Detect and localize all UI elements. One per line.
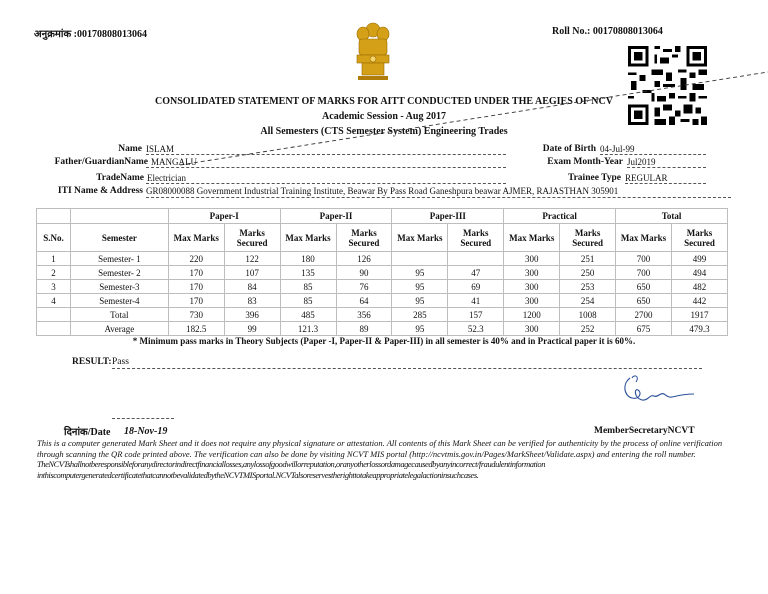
header-blank xyxy=(70,209,168,224)
cell-semester: Semester- 2 xyxy=(70,266,168,280)
name-value: ISLAM xyxy=(146,144,175,154)
semester-system: All Semesters (CTS Semester System) Engineering Trades xyxy=(260,126,508,137)
cell-value: 650 xyxy=(616,294,672,308)
table-row xyxy=(37,280,728,294)
table-row xyxy=(37,266,728,280)
name-label: Name xyxy=(118,144,142,154)
cell-value: 170 xyxy=(168,294,224,308)
header-paper-3: Paper-III xyxy=(392,209,504,224)
cell-value: 76 xyxy=(336,280,392,294)
cell-value: 300 xyxy=(504,294,560,308)
cell-value: 300 xyxy=(504,266,560,280)
header-max-marks: Max Marks xyxy=(392,224,448,252)
exam-value: Jul2019 xyxy=(627,157,656,167)
cell-value: 254 xyxy=(560,294,616,308)
header-marks-secured: Marks Secured xyxy=(560,224,616,252)
cell-value: 485 xyxy=(280,308,336,322)
serial-value: 00170808013064 xyxy=(76,29,147,40)
cell-value: 89 xyxy=(336,322,392,336)
cell-semester: Semester-4 xyxy=(70,294,168,308)
cell-semester: Semester-3 xyxy=(70,280,168,294)
header-blank xyxy=(37,209,71,224)
cell-semester: Average xyxy=(70,322,168,336)
cell-value: 650 xyxy=(616,280,672,294)
pass-marks-note: * Minimum pass marks in Theory Subjects (Paper -I, Paper-II & Paper-III) in all semester is 40% and in Practical paper it is 60%. xyxy=(132,336,636,346)
cell-value: 220 xyxy=(168,252,224,266)
iti-label: ITI Name & Address xyxy=(57,186,143,196)
cell-value: 252 xyxy=(560,322,616,336)
roll-value: 00170808013064 xyxy=(592,26,663,37)
cell-value: 170 xyxy=(168,280,224,294)
cell-value: 2700 xyxy=(616,308,672,322)
cell-value: 182.5 xyxy=(168,322,224,336)
trade-value: Electrician xyxy=(147,173,186,183)
cell-value: 675 xyxy=(616,322,672,336)
name-dotted-line xyxy=(146,154,506,155)
cell-value: 499 xyxy=(671,252,727,266)
document-title: CONSOLIDATED STATEMENT OF MARKS FOR AITT CONDUCTED UNDER THE AEGIES OF NCV xyxy=(155,96,613,107)
cell-value: 700 xyxy=(616,252,672,266)
cell-value: 135 xyxy=(280,266,336,280)
cell-value: 157 xyxy=(448,308,504,322)
result-dotted-line xyxy=(112,368,702,369)
cell-semester: Semester- 1 xyxy=(70,252,168,266)
cell-value: 84 xyxy=(224,280,280,294)
header-sno: S.No. xyxy=(37,224,71,252)
exam-label: Exam Month-Year xyxy=(547,157,623,167)
cell-value: 99 xyxy=(224,322,280,336)
table-row-total xyxy=(37,308,728,322)
cell-value: 300 xyxy=(504,280,560,294)
cell-sno: 4 xyxy=(37,294,71,308)
father-dotted-line xyxy=(146,167,506,168)
date-label: दिनांक/Date xyxy=(64,427,111,438)
header-marks-secured: Marks Secured xyxy=(671,224,727,252)
cell-value: 300 xyxy=(504,322,560,336)
decorative-dashed-line xyxy=(180,70,768,170)
cell-value: 121.3 xyxy=(280,322,336,336)
header-marks-secured: Marks Secured xyxy=(224,224,280,252)
trainee-type-value: REGULAR xyxy=(625,173,668,183)
header-marks-secured: Marks Secured xyxy=(336,224,392,252)
cell-value: 1200 xyxy=(504,308,560,322)
cell-value: 442 xyxy=(671,294,727,308)
father-label: Father/GuardianName xyxy=(54,157,148,167)
academic-session: Academic Session - Aug 2017 xyxy=(322,111,446,122)
cell-value: 47 xyxy=(448,266,504,280)
cell-value: 85 xyxy=(280,280,336,294)
cell-value xyxy=(392,252,448,266)
signature-image xyxy=(620,370,700,406)
cell-value: 107 xyxy=(224,266,280,280)
serial-number xyxy=(34,26,147,40)
cell-value: 95 xyxy=(392,280,448,294)
cell-value: 69 xyxy=(448,280,504,294)
cell-value: 253 xyxy=(560,280,616,294)
serial-label: अनुक्रमांक : xyxy=(34,29,77,40)
header-paper-1: Paper-I xyxy=(168,209,280,224)
cell-value: 396 xyxy=(224,308,280,322)
cell-sno: 2 xyxy=(37,266,71,280)
cell-value: 180 xyxy=(280,252,336,266)
cell-value xyxy=(448,252,504,266)
header-total: Total xyxy=(616,209,728,224)
cell-value: 700 xyxy=(616,266,672,280)
cell-value: 122 xyxy=(224,252,280,266)
cell-value: 95 xyxy=(392,266,448,280)
header-max-marks: Max Marks xyxy=(280,224,336,252)
roll-label: Roll No.: xyxy=(552,26,591,37)
cell-value: 1917 xyxy=(671,308,727,322)
cell-sno: 1 xyxy=(37,252,71,266)
marks-table xyxy=(36,208,728,336)
cell-value: 126 xyxy=(336,252,392,266)
date-value: 18-Nov-19 xyxy=(124,426,168,437)
disclaimer-text: This is a computer generated Mark Sheet and it does not require any physical signature or attestation. All contents of this Mark Sheet can be verified for authenticity by the process of online verification through scanning the QR code printed above. The verification can also be done by visiting NCVT MIS portal (http://ncvtmis.gov.in/Pages/MarkSheet/Validate.aspx) and entering the roll number. xyxy=(37,438,723,459)
cell-value: 95 xyxy=(392,322,448,336)
iti-value: GR08000088 Government Industrial Training Institute, Beawar By Pass Road Ganeshpura beawar AJMER, RAJASTHAN 305901 xyxy=(146,186,619,196)
dob-label: Date of Birth xyxy=(542,144,596,154)
trade-label: TradeName xyxy=(96,173,144,183)
cell-value: 479.3 xyxy=(671,322,727,336)
dob-value: 04-Jul-99 xyxy=(600,144,635,154)
cell-value: 95 xyxy=(392,294,448,308)
cell-semester: Total xyxy=(70,308,168,322)
header-max-marks: Max Marks xyxy=(616,224,672,252)
cell-value: 64 xyxy=(336,294,392,308)
result-value: Pass xyxy=(112,357,129,367)
cell-value: 251 xyxy=(560,252,616,266)
header-semester: Semester xyxy=(70,224,168,252)
trainee-type-label: Trainee Type xyxy=(567,173,621,183)
disclaimer-liability-text: TheNCVTshallnotberesponsibleforanydirectorindirectfinanciallosses,anylossofgoodwillorreputation,oranyotherlossordamagecausedbyanyincorrect/fraudulentinformation inthiscomputergeneratedcertificatethatcannotbevalidatedbytheNCVTMISportal.NCVTalsoreservestherighttotakeappropriatelegalactioninsuchcases. xyxy=(37,459,546,480)
father-value: MANGALU xyxy=(151,157,197,167)
cell-value: 83 xyxy=(224,294,280,308)
cell-value: 90 xyxy=(336,266,392,280)
table-row xyxy=(37,252,728,266)
header-practical: Practical xyxy=(504,209,616,224)
header-max-marks: Max Marks xyxy=(504,224,560,252)
cell-value: 85 xyxy=(280,294,336,308)
header-paper-2: Paper-II xyxy=(280,209,392,224)
table-group-header xyxy=(37,209,728,224)
cell-value: 356 xyxy=(336,308,392,322)
type-dotted-line xyxy=(625,183,706,184)
disclaimer xyxy=(37,438,727,480)
roll-number xyxy=(552,26,663,37)
iti-dotted-line xyxy=(146,197,731,198)
cell-sno xyxy=(37,322,71,336)
cell-value: 170 xyxy=(168,266,224,280)
trade-dotted-line xyxy=(146,183,506,184)
table-row-average xyxy=(37,322,728,336)
header-max-marks: Max Marks xyxy=(168,224,224,252)
cell-value: 730 xyxy=(168,308,224,322)
cell-value: 482 xyxy=(671,280,727,294)
cell-value: 1008 xyxy=(560,308,616,322)
result-label: RESULT: xyxy=(72,357,112,367)
table-row xyxy=(37,294,728,308)
exam-dotted-line xyxy=(627,167,706,168)
cell-sno: 3 xyxy=(37,280,71,294)
dob-dotted-line xyxy=(600,154,706,155)
cell-value: 41 xyxy=(448,294,504,308)
cell-sno xyxy=(37,308,71,322)
date-dotted-line xyxy=(112,418,174,419)
table-sub-header xyxy=(37,224,728,252)
cell-value: 300 xyxy=(504,252,560,266)
cell-value: 285 xyxy=(392,308,448,322)
header-marks-secured: Marks Secured xyxy=(448,224,504,252)
cell-value: 250 xyxy=(560,266,616,280)
cell-value: 52.3 xyxy=(448,322,504,336)
cell-value: 494 xyxy=(671,266,727,280)
signatory-title: MemberSecretaryNCVT xyxy=(594,426,695,436)
